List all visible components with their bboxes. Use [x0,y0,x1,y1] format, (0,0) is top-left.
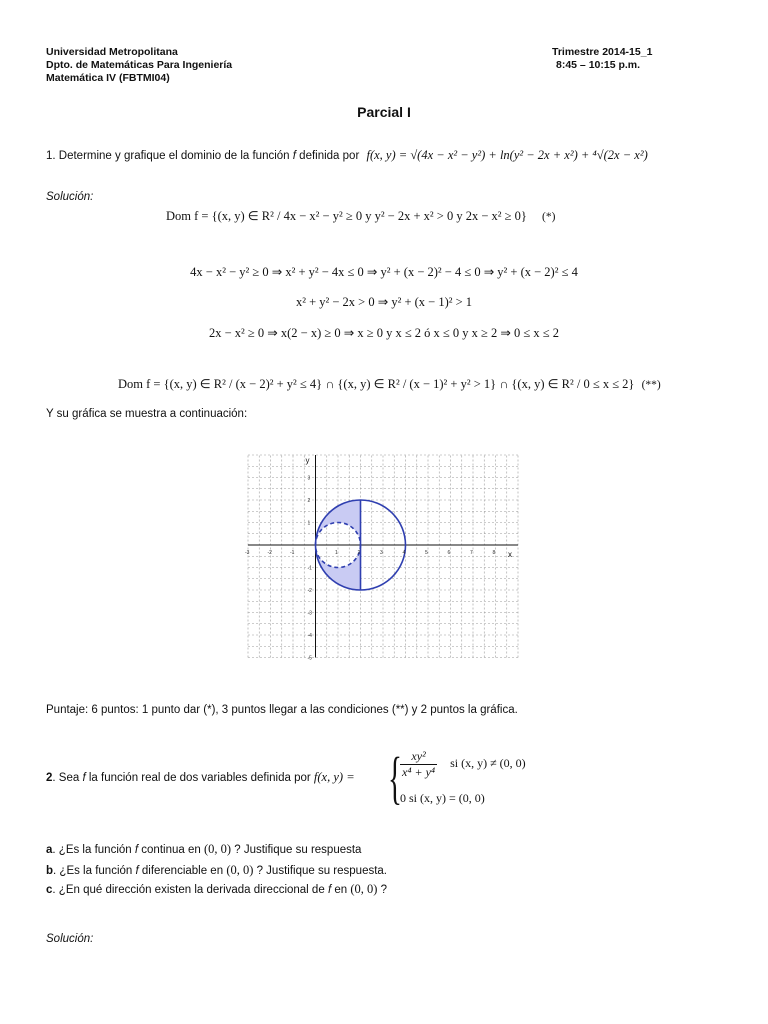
y-tick-label: -5 [307,655,312,662]
question-c: c. ¿En qué dirección existen la derivada direccional de f en (0, 0) ? [46,882,388,896]
x-tick-label: 4 [402,550,406,556]
x-tick-label: 3 [380,550,383,556]
y-tick-label: 3 [307,475,311,482]
x-tick-label: -2 [267,550,272,556]
header-university: Universidad Metropolitana [46,46,178,58]
piecewise-brace: { [388,745,402,810]
y-tick-label: -4 [307,633,312,639]
problem1-formula: f(x, y) = √(4x − x² − y²) + ln(y² − 2x + x²) + ⁴√(2x − x²) [366,148,648,162]
header-schedule: 8:45 – 10:15 p.m. [556,59,641,71]
y-tick-label: -2 [307,588,312,594]
scoring-note: Puntaje: 6 puntos: 1 punto dar (*), 3 puntos llegar a las condiciones (**) y 2 puntos la gráfica. [46,704,518,716]
problem2-statement: 2. Sea f la función real de dos variables definida por f(x, y) = [46,770,355,784]
x-axis-label: x [508,550,512,559]
header-term: Trimestre 2014-15_1 [552,46,653,58]
question-b: b. ¿Es la función f diferenciable en (0, 0) ? Justifique su respuesta. [46,863,388,877]
header-department: Dpto. de Matemáticas Para Ingeniería [46,59,233,71]
piecewise-definition [388,747,558,809]
x-tick-label: 2 [357,550,361,556]
page-title: Parcial I [357,104,411,120]
domain-definition: Dom f = {(x, y) ∈ R² / 4x − x² − y² ≥ 0 y y² − 2x + x² > 0 y 2x − x² ≥ 0} (*) [166,209,556,223]
question-a: a. ¿Es la función f continua en (0, 0) ? Justifique su respuesta [46,842,362,856]
solution-label-2: Solución: [46,933,94,945]
y-tick-label: 1 [307,520,311,527]
problem1-statement: 1. Determine y grafique el dominio de la función f definida por f(x, y) = √(4x − x² − y²) + ln(y² − 2x + x²) + ⁴√(2x − x²) [46,148,648,162]
y-tick-label: -3 [307,610,312,617]
graph-intro: Y su gráfica se muestra a continuación: [46,408,248,420]
derivation-step-1: 4x − x² − y² ≥ 0 ⇒ x² + y² − 4x ≤ 0 ⇒ y² + (x − 2)² − 4 ≤ 0 ⇒ y² + (x − 2)² ≤ 4 [190,265,578,279]
solution-label-1: Solución: [46,191,94,203]
x-tick-label: 1 [335,550,338,556]
x-tick-label: -1 [290,550,295,556]
case2: 0 si (x, y) = (0, 0) [400,791,485,805]
domain-final: Dom f = {(x, y) ∈ R² / (x − 2)² + y² ≤ 4} ∩ {(x, y) ∈ R² / (x − 1)² + y² > 1} ∩ {(x, y) ∈ R² / 0 ≤ x ≤ 2} (**) [118,377,661,391]
y-tick-label: 2 [307,498,311,504]
domain-graph [238,445,528,680]
x-tick-label: -3 [245,550,250,556]
piecewise-fraction: $\frac{\text{xy²}}{\text{x⁴ + y⁴}}$ [402,749,436,779]
derivation-step-3: 2x − x² ≥ 0 ⇒ x(2 − x) ≥ 0 ⇒ x ≥ 0 y x ≤ 2 ó x ≤ 0 y x ≥ 2 ⇒ 0 ≤ x ≤ 2 [209,326,559,340]
header-course: Matemática IV (FBTMI04) [46,72,170,84]
x-tick-label: 6 [447,550,451,556]
x-tick-label: 5 [425,550,428,556]
derivation-step-2: x² + y² − 2x > 0 ⇒ y² + (x − 1)² > 1 [295,295,473,309]
y-axis-label: y [305,456,310,465]
x-tick-label: 8 [492,550,496,556]
y-tick-label: -1 [307,565,312,572]
x-tick-label: 7 [470,550,473,556]
case1-condition: si (x, y) ≠ (0, 0) [450,756,526,771]
